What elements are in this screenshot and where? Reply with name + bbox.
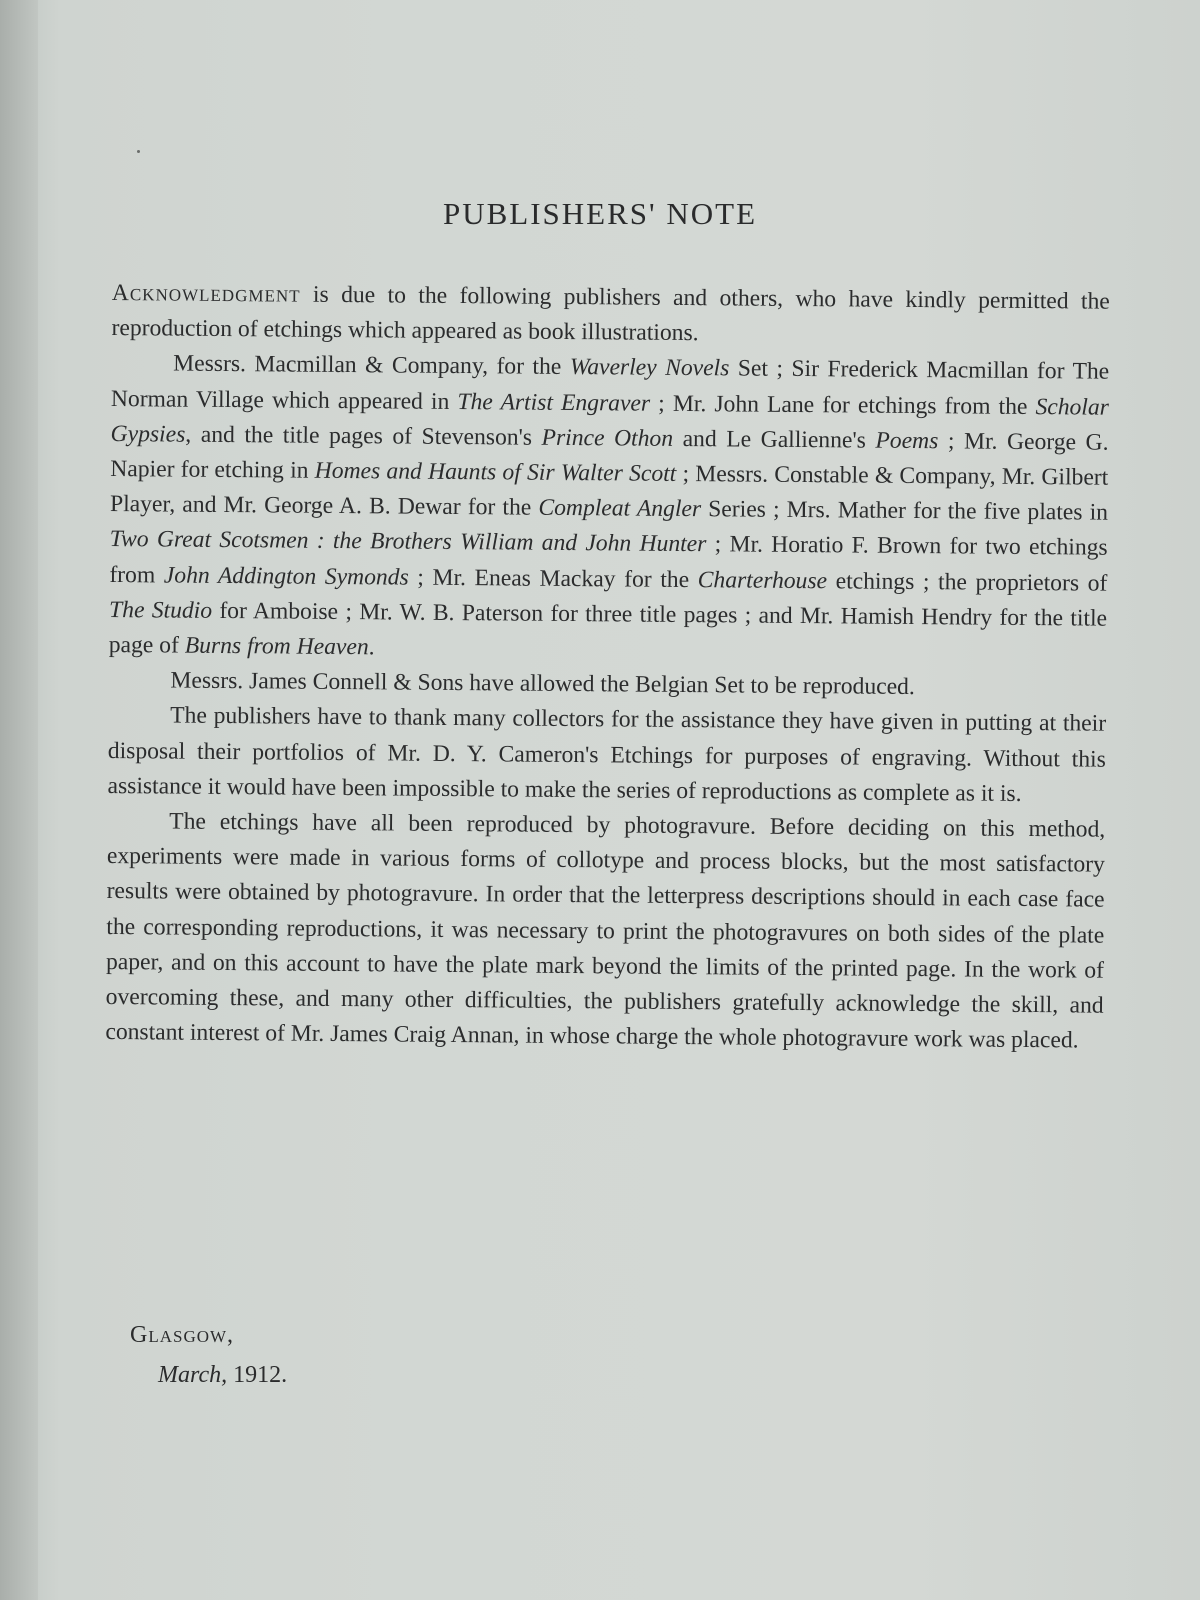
text-run: is due to the following publishers and others, who have kindly permitted the reproduction of etchings which appeared as book illustrations. [111, 281, 1110, 347]
text-run: The etchings have all been reproduced by photogravure. Before deciding on this method, experiments were made in various forms of collotype and process blocks, but the most satisfactory results were obtained by photogravure. In order that the letterpress descriptions should in each case face the corresponding reproductions, it was necessary to print the photogravures on both sides of the plate paper, and on this account to have the plate mark beyond the limits of the printed page. In the work of overcoming these, and many other difficulties, the publishers gratefully acknowledge the skill, and constant interest of Mr. James Craig Annan, in whose charge the whole photogravure work was placed. [105, 808, 1106, 1054]
signoff-place: Glasgow, [130, 1322, 235, 1348]
text-run: Series ; Mrs. Mather for the five plates in [700, 496, 1109, 526]
text-run: The publishers have to thank many collectors for the assistance they have given in putting at their disposal their portfolios of Mr. D. Y. Cameron's Etchings for purposes of engraving. Without this assistance it would have been impossible to make the series of reproductions as complete as it is. [107, 702, 1107, 807]
paragraph-publisher-list [109, 346, 1110, 672]
text-run: . [368, 634, 375, 661]
italic-title: Scholar Gypsies [110, 393, 1110, 448]
text-run: ; Mr. John Lane for etchings from the [650, 390, 1036, 420]
text-run: Messrs. Macmillan & Company, for the [173, 350, 570, 381]
italic-title: Two Great Scotsmen : the Brothers William and John Hunter [109, 526, 707, 558]
text-run: Set ; Sir Frederick Macmillan for The Norman Village which appeared in [110, 355, 1110, 415]
italic-title: Waverley Novels [569, 354, 730, 382]
text-run: and Le Gallienne's [672, 425, 876, 454]
italic-title: Prince Othon [541, 424, 674, 452]
italic-title: The Studio [108, 596, 213, 624]
smallcaps-lead-word: Acknowledgment [111, 279, 301, 308]
text-run: Messrs. James Connell & Sons have allowed the Belgian Set to be reproduced. [170, 667, 915, 701]
italic-title: Burns from Heaven [184, 632, 369, 661]
signoff-date [130, 1355, 287, 1395]
italic-title: The Artist Engraver [457, 388, 651, 417]
text-run: , and the title pages of Stevenson's [185, 421, 542, 451]
text-run: ; Mr. Eneas Mackay for the [408, 564, 698, 593]
signoff-year: 1912. [233, 1362, 288, 1388]
page-gutter [0, 0, 38, 1600]
note-body [105, 276, 1110, 1059]
text-run: ; Messrs. Constable & Company, Mr. Gilbert Player, and Mr. George A. B. Dewar for the [109, 460, 1109, 521]
italic-title: Charterhouse [697, 566, 828, 594]
signoff-month: March, [158, 1362, 228, 1388]
text-run: ; Mr. George G. Napier for etching in [110, 428, 1109, 484]
italic-title: John Addington Symonds [163, 562, 409, 591]
paragraph-acknowledgment [111, 276, 1110, 355]
paper-speck [137, 150, 140, 153]
paragraph-photogravure [105, 804, 1105, 1059]
italic-title: Compleat Angler [538, 494, 702, 523]
paragraph-collectors [107, 698, 1106, 812]
page-title: PUBLISHERS' NOTE [442, 196, 758, 231]
signoff [130, 1315, 287, 1395]
text-run: ; Mr. Horatio F. Brown for two etchings from [109, 531, 1108, 589]
italic-title: Homes and Haunts of Sir Walter Scott [314, 457, 677, 487]
text-run: for Amboise ; Mr. W. B. Paterson for three title pages ; and Mr. Hamish Hendry for the title page of [108, 597, 1108, 659]
italic-title: Poems [875, 427, 939, 455]
text-run: etchings ; the proprietors of [826, 567, 1108, 597]
